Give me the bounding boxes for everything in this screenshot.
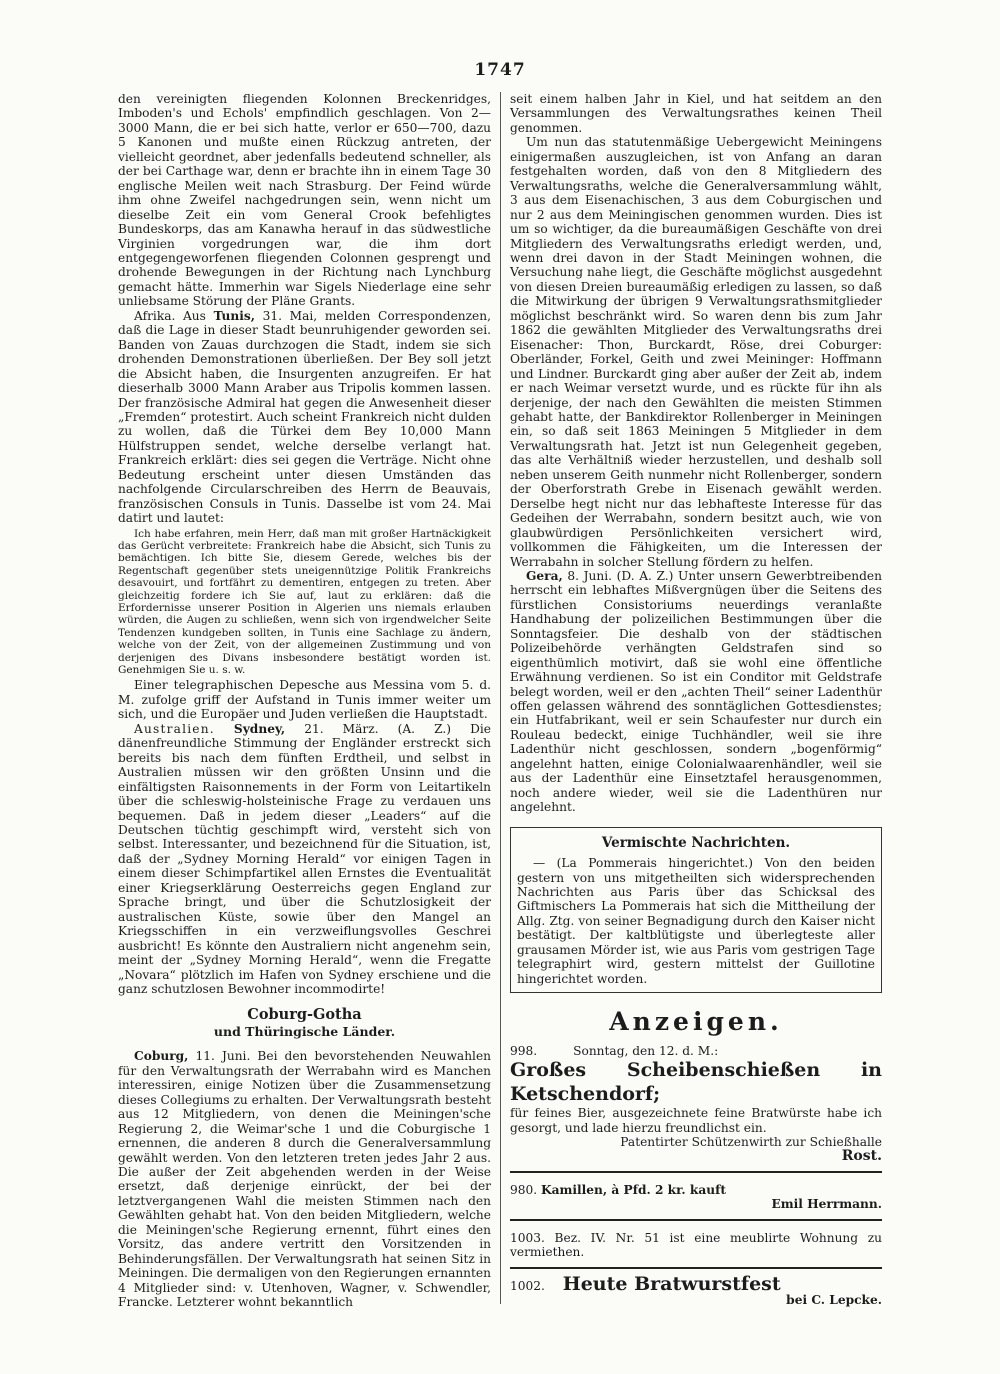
ad-bratwurstfest	[510, 1272, 882, 1308]
right-column	[510, 92, 882, 1308]
tunis-text: 31. Mai, melden Correspondenzen, daß die Lage in dieser Stadt beunruhigender geworden sei. Banden von Zauas durchzogen die Stadt, indem sie sich drohenden Demonstrationen überließen. Der Bey soll jetzt die Absicht haben, die Insurgenten anzugreifen. Er hat dieserhalb 3000 Mann Araber aus Tripolis kommen lassen. Der französische Admiral hat gegen die Anwesenheit dieser „Fremden“ protestirt. Auch scheint Frankreich nicht dulden zu wollen, daß die Türkei dem Bey 10,000 Mann Hülfstruppen sendet, welche derselbe verlangt hat. Frankreich erklärt: dies sei gegen die Verträge. Nicht ohne Bedeutung erscheint unter diesen Umständen das nachfolgende Circularschreiben des Herrn de Beauvais, französischen Consuls in Tunis. Dasselbe ist vom 24. Mai datirt und lautet:	[118, 308, 491, 526]
ad-kamillen	[510, 1183, 882, 1212]
section-heading-coburg-gotha: Coburg-Gotha	[247, 1006, 362, 1024]
ad-scheibenschiessen	[510, 1044, 882, 1164]
dateline-tunis: Tunis,	[213, 308, 255, 323]
ad-wohnung	[510, 1231, 882, 1260]
ad-text: Kamillen, à Pfd. 2 kr. kauft	[541, 1182, 726, 1197]
gera-text: 8. Juni. (D. A. Z.) Unter unsern Gewerbtreibenden herrscht ein lebhaftes Mißvergnügen über die Seitens des fürstlichen Consistoriums neuerdings veranlaßte Handhabung der polizeilichen Bestimmungen über die Sonntagsfeier. Die deshalb von der städtischen Polizeibehörde verhängten Geldstrafen sind so eigenthümlich motivirt, daß sie wohl eine öffentliche Erwähnung verdienen. So ist ein Conditor mit Geldstrafe belegt worden, weil er den „achten Theil“ seiner Ladenthür offen gelassen während des sonntäglichen Gottesdienstes; ein Hutfabrikant, weil er sein Schaufester nur durch ein Rouleau bedeckt, einige Tuchhändler, weil sie ihre Ladenthür nicht geschlossen, sondern „bogenförmig“ angelehnt hatten, einige Colonialwaarenhändler, weil sie aus der Ladenthür eine Einsetztafel herausgenommen, noch andere wieder, weil sie die Ladenthüren nur angelehnt.	[510, 568, 882, 815]
verwaltungsrath-report: Um nun das statutenmäßige Uebergewicht Meiningens einigermaßen auszugleichen, ist von Anfang an daran festgehalten worden, daß von den 8 Mitgliedern des Verwaltungsraths, welche die Generalversammlung wählt, 3 aus dem Eisenachischen, 3 aus dem Coburgischen und nur 2 aus dem Meiningischen genommen wurden. Dies ist um so wichtiger, da die bureaumäßigen Geschäfte von drei Mitgliedern des Verwaltungsraths erledigt werden, und, wenn drei davon in der Stadt Meiningen wohnen, die Versuchung nahe liegt, die Geschäfte möglichst ausgedehnt von diesen Dreien bureaumäßig erledigen zu lassen, so daß die Mitwirkung der übrigen 9 Verwaltungsrathsmitglieder möglichst beschränkt wird. So waren denn bis zum Jahr 1862 die gewählten Mitglieder des Verwaltungsraths drei Eisenacher: Thon, Burckardt, Röse, drei Coburger: Oberländer, Forkel, Geith und zwei Meininger: Hoffmann und Lindner. Burckardt ging aber außer der Zeit ab, indem er nach Weimar versetzt wurde, und es rückte für ihn als derjenige, der nach den Gewählten die meisten Stimmen gehabt hatte, der Bankdirektor Rollenberger in Meiningen ein, so daß seit 1863 Meiningen 5 Mitglieder in dem Verwaltungsrath hat. Jetzt ist nun Gelegenheit gegeben, das alte Verhältniß wieder herzustellen, und deshalb soll neben unserem Geith nunmehr nicht Rollenberger, sondern der Oberforstrath Grebe in Eisenach gewählt werden. Derselbe hegt nicht nur das lebhafteste Interesse für das Gedeihen der Werrabahn, sondern besitzt auch, wie von glaubwürdigen Persönlichkeiten versichert wird, vollkommen die Fähigkeiten, um die Interessen der Werrabahn in solcher Stellung fördern zu helfen.	[510, 135, 882, 569]
dateline-sydney: Sydney,	[233, 721, 286, 736]
column-divider	[500, 92, 501, 1304]
ad-title: Großes Scheibenschießen in Ketschendorf;	[510, 1059, 882, 1106]
advertisements-heading: Anzeigen.	[609, 1007, 783, 1037]
section-label-afrika: Afrika. Aus	[134, 308, 206, 323]
dateline-coburg: Coburg,	[134, 1049, 189, 1064]
ad-number: 1002.	[510, 1278, 545, 1293]
misc-news-title: Vermischte Nachrichten.	[601, 834, 791, 851]
ad-title: Heute Bratwurstfest	[562, 1272, 781, 1295]
ad-body: für feines Bier, ausgezeichnete feine Bratwürste habe ich gesorgt, und lade hierzu freundlichst ein.	[510, 1106, 882, 1135]
ad-signature-name: bei C. Lepcke.	[786, 1293, 882, 1308]
tunis-report	[118, 309, 491, 526]
ad-date: Sonntag, den 12. d. M.:	[573, 1043, 719, 1058]
australia-report	[118, 722, 491, 997]
section-subheading: und Thüringische Länder.	[213, 1023, 396, 1039]
ad-separator	[510, 1267, 882, 1269]
misc-news-text: — (La Pommerais hingerichtet.) Von den beiden gestern von uns mitgetheilten sich widersprechenden Nachrichten aus Paris über das Schicksal des Giftmischers La Pommerais hat sich die Mittheilung der Allg. Ztg. von seiner Begnadigung durch den Kaiser nicht bestätigt. Der kaltblütigste und überlegteste aller grausamen Mörder ist, wie aus Paris vom gestrigen Tage telegraphirt wird, gestern mittelst der Guillotine hingerichtet worden.	[517, 856, 875, 986]
ad-signature-name: Emil Herrmann.	[771, 1197, 882, 1212]
ad-separator	[510, 1171, 882, 1173]
ad-separator	[510, 1219, 882, 1221]
sigel-report: den vereinigten fliegenden Kolonnen Breckenridges, Imboden's und Echols' empfindlich geschlagen. Von 2—3000 Mann, die er bei sich hatte, verlor er 650—700, dazu 5 Kanonen und mußte einen Rückzug antreten, der vielleicht geordnet, aber jedenfalls bedeutend schneller, als der bei Carthage war, denn er brachte ihn in einem Tage 30 englische Meilen weit nach Strasburg. Der Feind würde ihm ohne Zweifel nachgedrungen sein, wenn nicht um dieselbe Zeit ein vom General Crook befehligtes Bundeskorps, das am Kanawha herauf in das südwestliche Virginien vorgedrungen war, die ihm dort entgegengeworfenen fliegenden Colonnen gesprengt und drohende Bewegungen in der Richtung nach Lynchburg gemacht hätte. Immerhin war Sigels Niederlage eine sehr unliebsame Störung der Pläne Grants.	[118, 92, 491, 309]
ad-number: 1003.	[510, 1230, 545, 1245]
misc-news-box	[510, 827, 882, 994]
section-label-australien: Australien.	[134, 721, 215, 736]
consul-circular-quote: Ich habe erfahren, mein Herr, daß man mit großer Hartnäckigkeit das Gerücht verbreitete: Frankreich habe die Absicht, sich Tunis zu bemächtigen. Ich bitte Sie, diesem Gerede, welches bis der Regentschaft gegenüber stets uneigennützige Politik Frankreichs desavouirt, und fortfährt zu dementiren, entgegen zu treten. Aber gleichzeitig fordere ich Sie auf, laut zu erklären: daß die Erfordernisse unserer Position in Algerien uns niemals erlauben würden, die Augen zu schließen, wenn sich von irgendwelcher Seite Tendenzen kundgeben sollten, in Tunis eine Sachlage zu ändern, welche von der Zeit, von der allgemeinen Zustimmung und von derjenigen des Divans insbesondere bestätigt worden ist. Genehmigen Sie u. s. w.	[118, 527, 491, 677]
coburg-text: 11. Juni. Bei den bevorstehenden Neuwahlen für den Verwaltungsrath der Werrabahn wird es Manchen interessiren, einige Notizen über die Zusammensetzung dieses Collegiums zu erhalten. Der Verwaltungsrath besteht aus 12 Mitgliedern, von denen die Meiningen'sche Regierung 2, die Weimar'sche 1 und die Coburgische 1 ernennen, die anderen 8 durch die Generalversammlung gewählt werden. Von den letzteren treten jedes Jahr 2 aus. Die außer der Zeit abgehenden werden in der Weise ersetzt, daß derjenige einrückt, der bei der letztvergangenen Wahl die meisten Stimmen nach den Gewählten gehabt hat. Von den beiden Mitgliedern, welche die Meiningen'sche Regierung ernennt, führt eines den Vorsitz, das andere vertritt den Vorsitzenden in Behinderungsfällen. Der Verwaltungsrath hat seinen Sitz in Meiningen. Die dermaligen von den Regierungen ernannten 4 Mitglieder sind: v. Utenhoven, Wagner, v. Schwendler, Francke. Letzterer wohnt bekanntlich	[118, 1049, 492, 1310]
ad-signature-name: Rost.	[841, 1148, 882, 1165]
ad-signature-line: Patentirter Schützenwirth zur Schießhalle	[620, 1135, 882, 1149]
ad-number: 998.	[510, 1043, 538, 1058]
gera-report	[510, 569, 882, 815]
messina-report: Einer telegraphischen Depesche aus Messina vom 5. d. M. zufolge griff der Aufstand in Tunis immer weiter um sich, und die Europäer und Juden verließen die Hauptstadt.	[118, 678, 491, 722]
ad-text: Bez. IV. Nr. 51 ist eine meublirte Wohnung zu vermiethen.	[510, 1230, 882, 1260]
coburg-report	[118, 1049, 491, 1309]
dateline-gera: Gera,	[526, 568, 563, 583]
ad-number: 980.	[510, 1182, 538, 1197]
page-number: 1747	[474, 60, 526, 80]
left-column	[118, 92, 491, 1310]
coburg-continuation: seit einem halben Jahr in Kiel, und hat seitdem an den Versammlungen des Verwaltungsrathes keinen Theil genommen.	[510, 92, 882, 135]
australia-text: 21. März. (A. Z.) Die dänenfreundliche Stimmung der Engländer erstreckt sich bereits bis nach dem fünften Erdtheil, und selbst in Australien müssen wir den größten Unsinn und die einfältigsten Raisonnements in der Form von Leitartikeln über die schleswig-holsteinische Frage zu verdauen uns bequemen. Daß in jedem dieser „Leaders“ auf die Deutschen tüchtig geschimpft wird, versteht sich von selbst. Interessanter, und bezeichnend für die Situation, ist, daß der „Sydney Morning Herald“ vor einigen Tagen in einem dieser Schimpfartikel allen Ernstes die Eventualität einer Kriegserklärung Oesterreichs gegen England zur Sprache bringt, und über die Schutzlosigkeit der australischen Küste, sowie über den Mangel an Kriegsschiffen in ein verzweiflungsvolles Geschrei ausbricht! Es könnte den Australiern nicht angenehm sein, meint der „Sydney Morning Herald“, wenn die Fregatte „Novara“ plötzlich im Hafen von Sydney erschiene und die ganz schutzlosen Bewohner incommodirte!	[118, 721, 491, 996]
